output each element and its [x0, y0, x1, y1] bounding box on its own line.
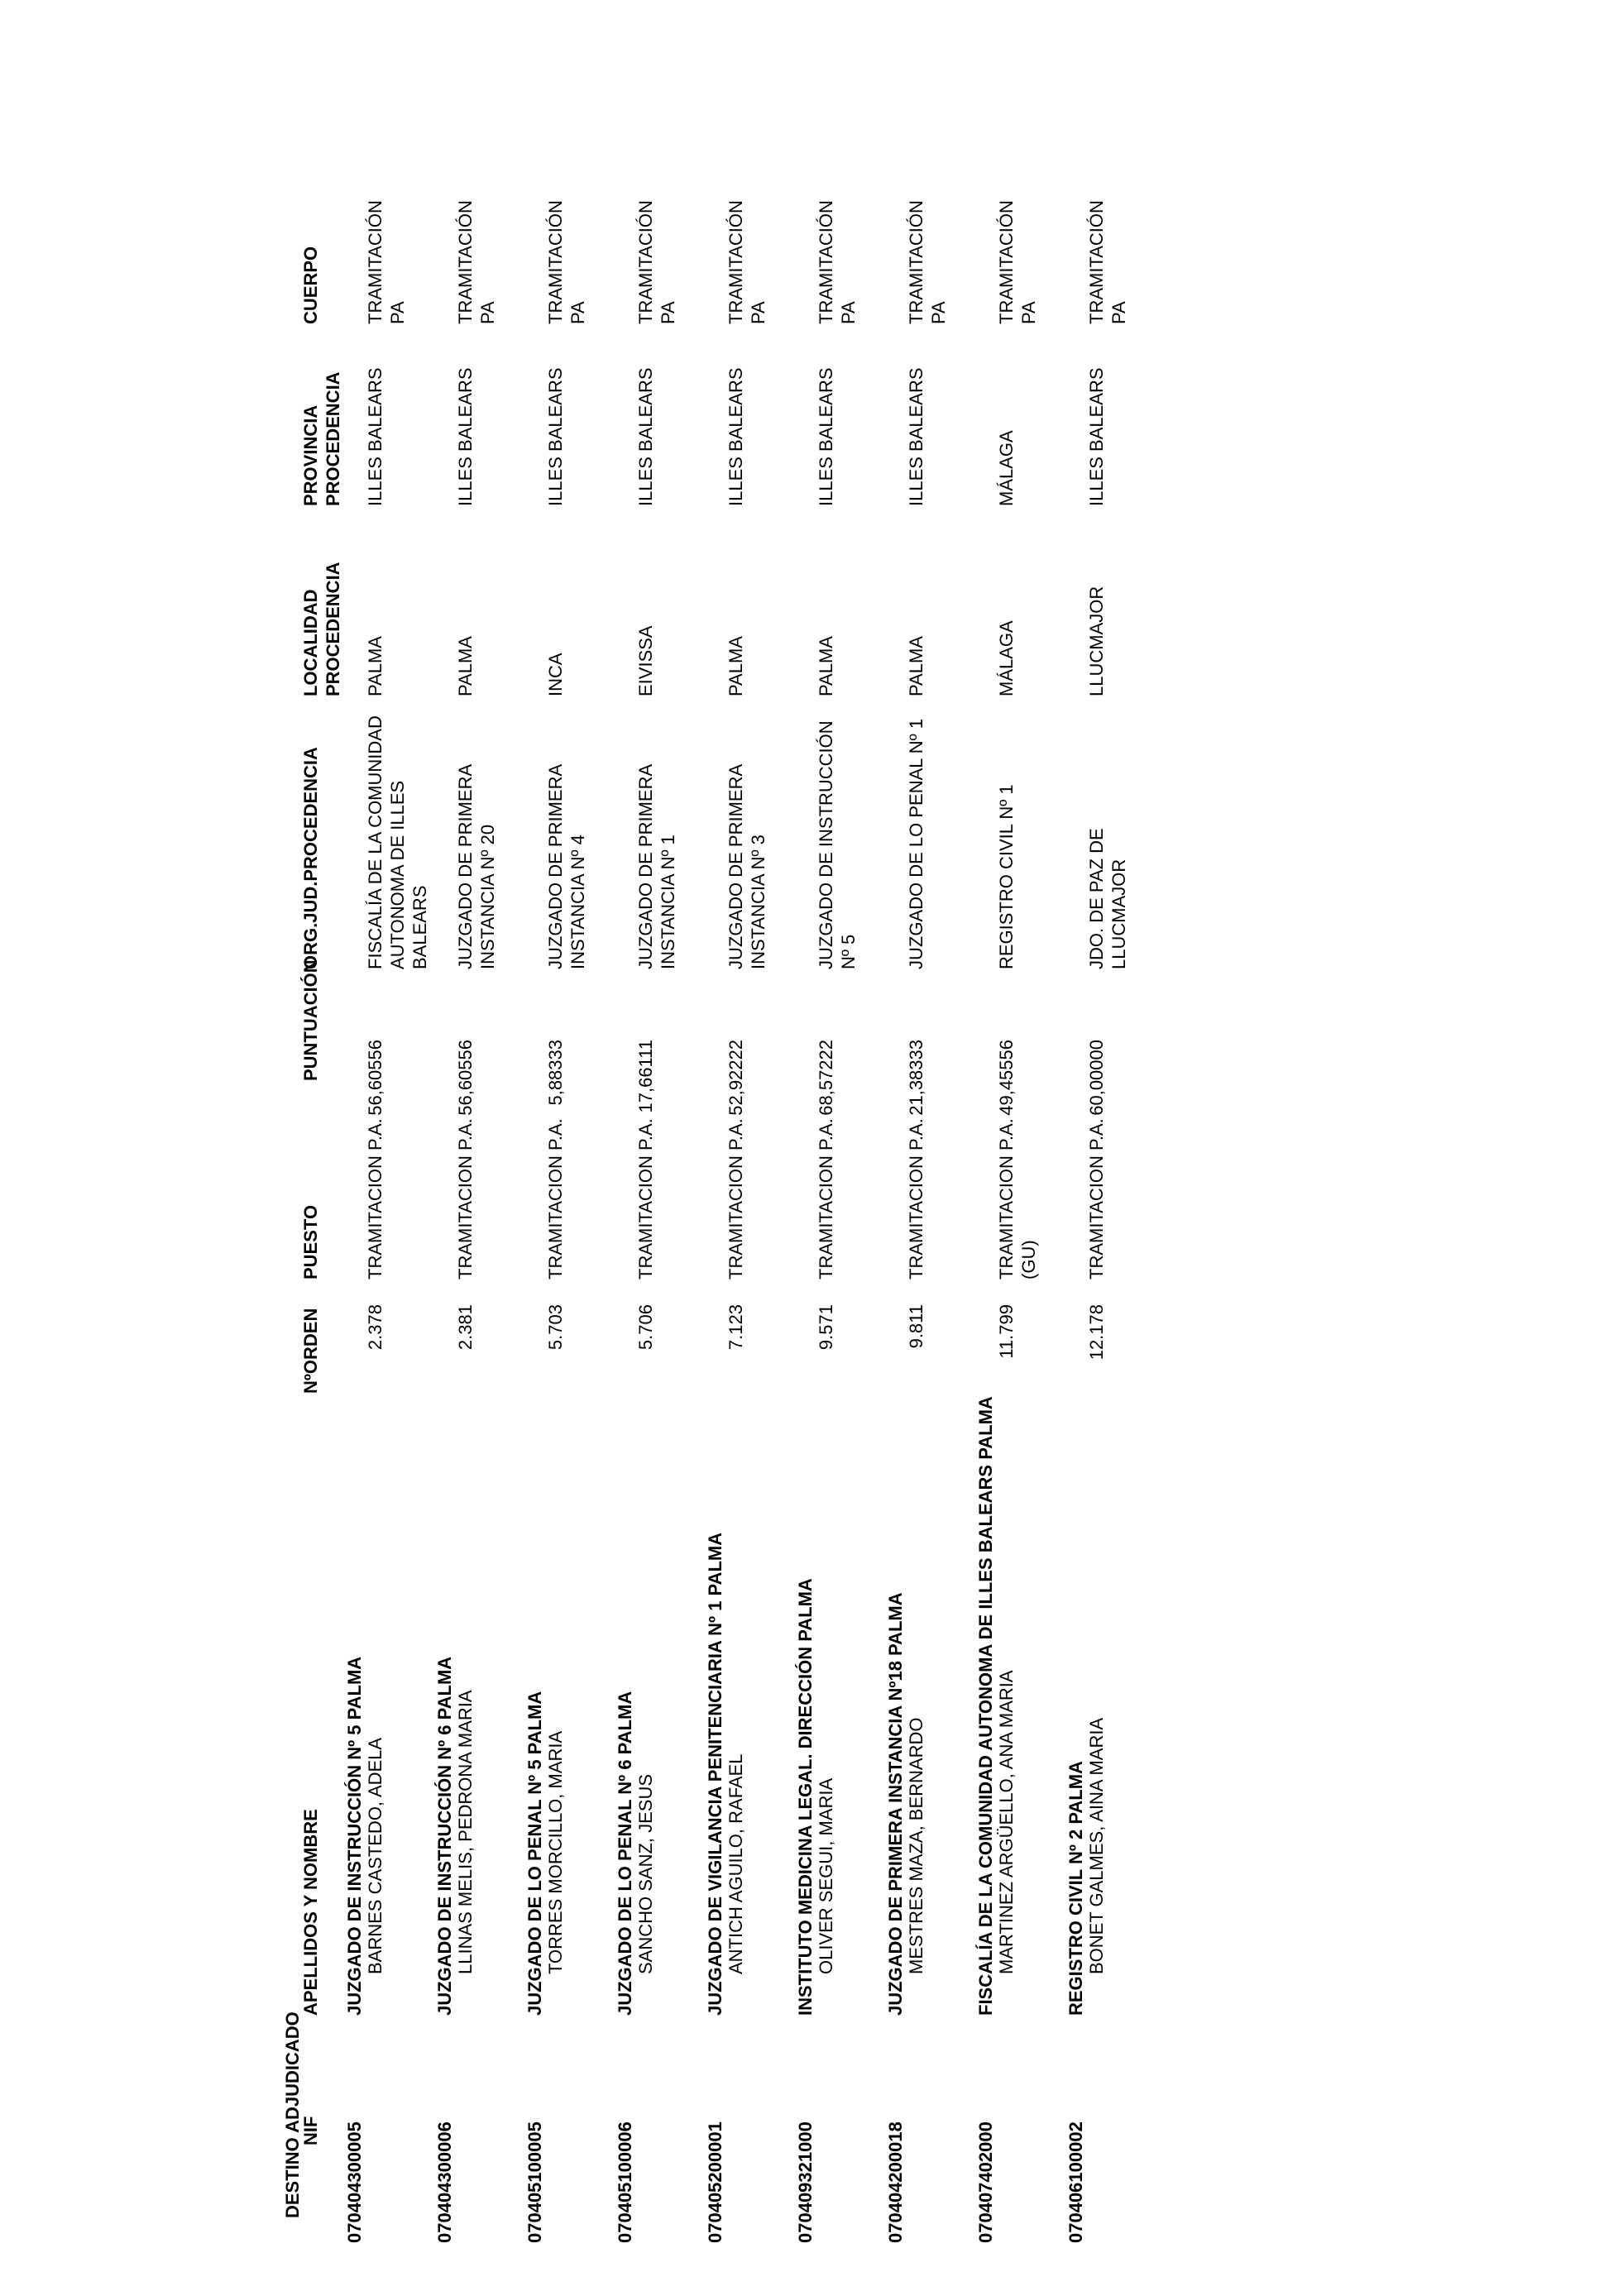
row-org: JUZGADO DE PRIMERA INSTANCIA Nº 4	[545, 765, 588, 969]
row-puesto: TRAMITACION P.A.	[906, 1118, 926, 1280]
row-destino: JUZGADO DE PRIMERA INSTANCIA Nº18 PALMA	[885, 1592, 906, 2016]
row-cuerpo: TRAMITACIÓN PA	[545, 200, 588, 324]
header-cuerpo: CUERPO	[300, 246, 321, 324]
row-provincia: ILLES BALEARS	[906, 367, 926, 506]
row-localidad: PALMA	[365, 636, 385, 696]
header-provincia: PROVINCIA PROCEDENCIA	[300, 371, 343, 506]
row-puntuacion: 56,60556	[365, 1040, 385, 1116]
row-org: FISCALÍA DE LA COMUNIDAD AUTONOMA DE ILLES BALEARS	[365, 715, 430, 969]
row-destino: FISCALÍA DE LA COMUNIDAD AUTONOMA DE ILLES BALEARS PALMA	[975, 1396, 996, 2016]
row-puntuacion: 68,57222	[816, 1040, 836, 1116]
row-nif: 070404200018	[885, 2121, 906, 2243]
document-sheet	[281, 76, 1439, 2243]
row-destino: INSTITUTO MEDICINA LEGAL. DIRECCIÓN PALMA	[795, 1578, 816, 2016]
row-org: JUZGADO DE PRIMERA INSTANCIA Nº 20	[455, 765, 498, 969]
row-org: JUZGADO DE LO PENAL Nº 1	[906, 718, 926, 969]
row-puesto: TRAMITACION P.A.	[545, 1118, 566, 1280]
row-puesto: TRAMITACION P.A. (GU)	[996, 1118, 1039, 1280]
row-destino: JUZGADO DE LO PENAL Nº 5 PALMA	[524, 1691, 545, 2016]
row-puntuacion: 60,00000	[1086, 1040, 1107, 1116]
row-nombre: LLINAS MELIS, PEDRONA MARIA	[455, 1690, 476, 1974]
row-nif: 070404300006	[434, 2121, 455, 2243]
row-puntuacion: 5,88333	[545, 1040, 566, 1106]
row-orden: 5.703	[545, 1304, 566, 1351]
row-puntuacion: 17,66111	[635, 1040, 656, 1113]
row-nif: 070405100006	[615, 2121, 635, 2243]
row-org: JDO. DE PAZ DE LLUCMAJOR	[1086, 828, 1129, 969]
header-puesto: PUESTO	[300, 1204, 321, 1280]
row-cuerpo: TRAMITACIÓN PA	[816, 200, 859, 324]
header-localidad: LOCALIDAD PROCEDENCIA	[300, 562, 343, 696]
row-destino: JUZGADO DE INSTRUCCIÓN Nº 6 PALMA	[434, 1656, 455, 2016]
header-norden: NºORDEN	[300, 1308, 321, 1394]
row-cuerpo: TRAMITACIÓN PA	[635, 200, 678, 324]
row-nombre: MARTINEZ ARGÜELLO, ANA MARIA	[996, 1670, 1017, 1974]
row-provincia: MÁLAGA	[996, 430, 1017, 506]
row-cuerpo: TRAMITACIÓN PA	[1086, 200, 1129, 324]
row-puntuacion: 49,45556	[996, 1040, 1017, 1116]
row-provincia: ILLES BALEARS	[816, 367, 836, 506]
row-destino: JUZGADO DE INSTRUCCIÓN Nº 5 PALMA	[344, 1656, 365, 2016]
row-puesto: TRAMITACION P.A.	[725, 1118, 746, 1280]
row-nif: 070406100002	[1065, 2121, 1086, 2243]
row-puesto: TRAMITACION P.A.	[455, 1118, 476, 1280]
row-localidad: MÁLAGA	[996, 620, 1017, 696]
row-nombre: BONET GALMES, AINA MARIA	[1086, 1717, 1107, 1974]
row-org: REGISTRO CIVIL Nº 1	[996, 784, 1017, 969]
row-nombre: TORRES MORCILLO, MARIA	[545, 1730, 566, 1974]
row-nombre: SANCHO SANZ, JESUS	[635, 1773, 656, 1974]
row-localidad: PALMA	[455, 636, 476, 696]
row-puesto: TRAMITACION P.A.	[635, 1118, 656, 1280]
row-provincia: ILLES BALEARS	[725, 367, 746, 506]
header-apellidos: APELLIDOS Y NOMBRE	[300, 1809, 321, 2016]
row-localidad: INCA	[545, 653, 566, 696]
row-provincia: ILLES BALEARS	[365, 367, 385, 506]
row-org: JUZGADO DE INSTRUCCIÓN Nº 5	[816, 720, 859, 969]
row-cuerpo: TRAMITACIÓN PA	[365, 200, 408, 324]
row-localidad: PALMA	[725, 636, 746, 696]
row-orden: 2.378	[365, 1304, 385, 1351]
row-nombre: MESTRES MAZA, BERNARDO	[906, 1717, 926, 1974]
row-org: JUZGADO DE PRIMERA INSTANCIA Nº 3	[725, 765, 768, 969]
row-nif: 070409321000	[795, 2121, 816, 2243]
row-nombre: ANTICH AGUILO, RAFAEL	[725, 1753, 746, 1974]
header-puntuacion: PUNTUACIÓN	[300, 959, 321, 1081]
row-orden: 9.571	[816, 1304, 836, 1351]
row-nombre: BARNES CASTEDO, ADELA	[365, 1737, 385, 1974]
row-cuerpo: TRAMITACIÓN PA	[455, 200, 498, 324]
row-orden: 5.706	[635, 1304, 656, 1351]
row-nombre: OLIVER SEGUI, MARIA	[816, 1777, 836, 1974]
row-provincia: ILLES BALEARS	[635, 367, 656, 506]
row-nif: 070407402000	[975, 2121, 996, 2243]
row-localidad: EIVISSA	[635, 625, 656, 696]
row-nif: 070404300005	[344, 2121, 365, 2243]
row-cuerpo: TRAMITACIÓN PA	[725, 200, 768, 324]
row-orden: 7.123	[725, 1304, 746, 1351]
row-nif: 070405200001	[705, 2121, 725, 2243]
section-title: DESTINO ADJUDICADO	[282, 2011, 303, 2218]
row-provincia: ILLES BALEARS	[1086, 367, 1107, 506]
row-nif: 070405100005	[524, 2121, 545, 2243]
row-puesto: TRAMITACION P.A.	[365, 1118, 385, 1280]
row-org: JUZGADO DE PRIMERA INSTANCIA Nº 1	[635, 765, 678, 969]
row-puesto: TRAMITACION P.A.	[816, 1118, 836, 1280]
row-cuerpo: TRAMITACIÓN PA	[996, 200, 1039, 324]
row-cuerpo: TRAMITACIÓN PA	[906, 200, 949, 324]
row-localidad: PALMA	[906, 636, 926, 696]
row-puesto: TRAMITACION P.A.	[1086, 1118, 1107, 1280]
row-destino: JUZGADO DE VIGILANCIA PENITENCIARIA Nº 1 PALMA	[705, 1532, 725, 2016]
row-puntuacion: 56,60556	[455, 1040, 476, 1116]
row-destino: REGISTRO CIVIL Nº 2 PALMA	[1065, 1761, 1086, 2016]
row-localidad: LLUCMAJOR	[1086, 586, 1107, 696]
row-provincia: ILLES BALEARS	[455, 367, 476, 506]
row-orden: 11.799	[996, 1304, 1017, 1359]
row-provincia: ILLES BALEARS	[545, 367, 566, 506]
row-orden: 12.178	[1086, 1304, 1107, 1361]
row-localidad: PALMA	[816, 636, 836, 696]
row-orden: 9.811	[906, 1304, 926, 1349]
row-puntuacion: 21,38333	[906, 1040, 926, 1116]
row-puntuacion: 52,92222	[725, 1040, 746, 1116]
header-nif: NIF	[300, 2116, 321, 2145]
row-orden: 2.381	[455, 1304, 476, 1351]
header-org: ORG.JUD.PROCEDENCIA	[300, 747, 321, 969]
row-destino: JUZGADO DE LO PENAL Nº 6 PALMA	[615, 1691, 635, 2016]
